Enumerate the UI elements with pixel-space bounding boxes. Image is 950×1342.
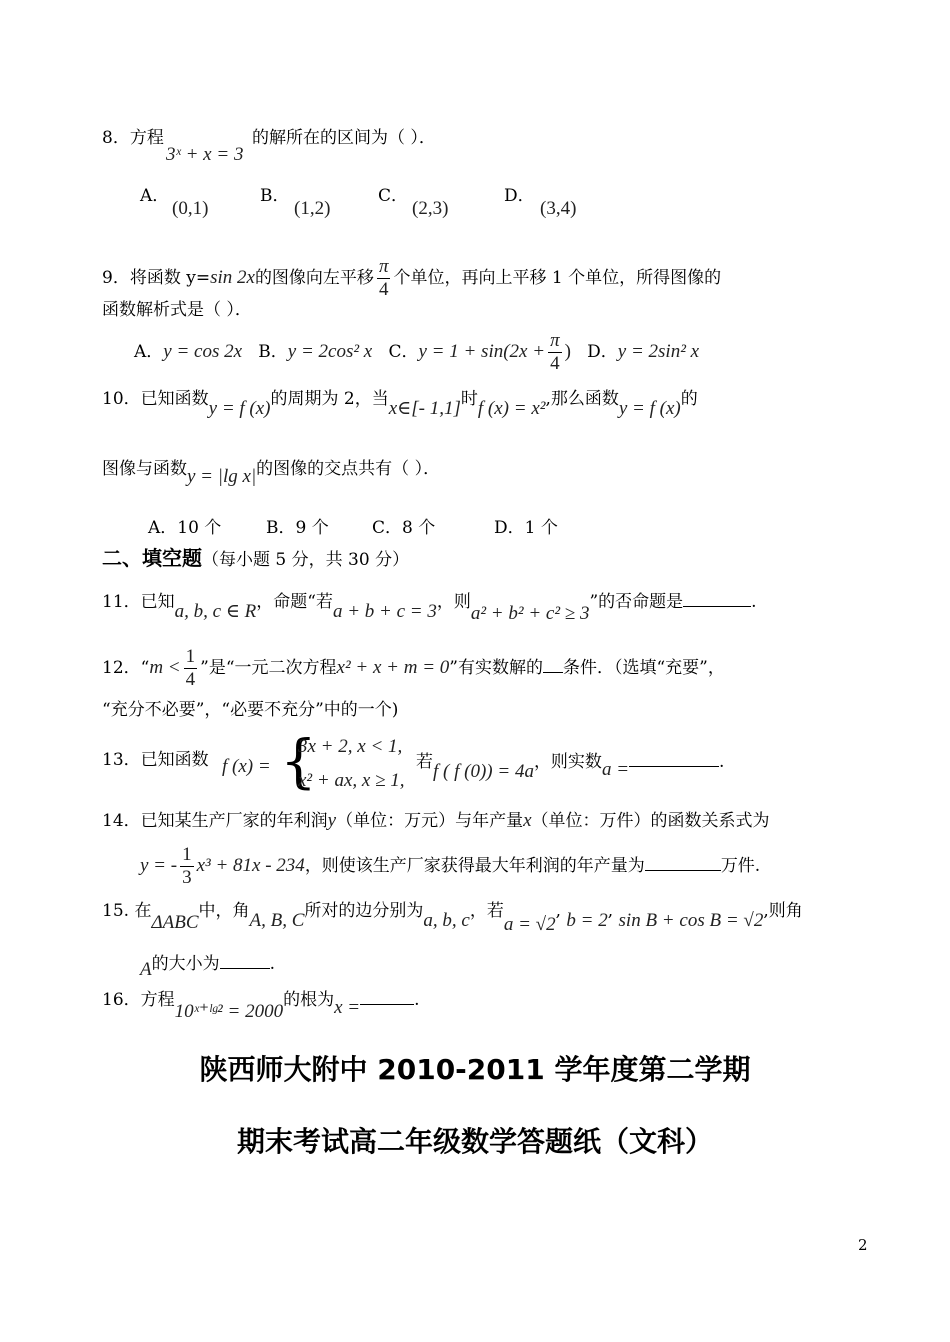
- q8-option-c-value: (2,3): [412, 198, 449, 219]
- q8-equation: 3ˣ + x = 3: [166, 144, 244, 165]
- q14-answer-blank: [645, 854, 721, 871]
- q16-answer-blank: [360, 988, 414, 1005]
- q8-option-a-label: A．: [140, 186, 170, 206]
- q9-line1: 9．将函数 y=sin 2x的图像向左平移 $\frac{\pi}{4}$ 个单位，再向上平移 1 个单位，所得图像的: [102, 256, 722, 300]
- q12-answer-blank: [543, 656, 563, 673]
- q10-option-d: D．1 个: [494, 518, 558, 538]
- q8-option-a-value: (0,1): [172, 198, 209, 219]
- q10-line2: 图像与函数y = |lg x|的图像的交点共有（ ）．: [102, 459, 441, 487]
- q13-fx: f (x) =: [222, 756, 271, 777]
- q8-tail: 的解所在的区间为（ ）．: [252, 128, 436, 148]
- q13-case2: x² + ax, x ≥ 1,: [298, 770, 405, 791]
- q13-case1: 3x + 2, x < 1,: [298, 736, 403, 757]
- q10-option-b: B．9 个: [266, 518, 329, 538]
- q10-option-c: C．8 个: [372, 518, 436, 538]
- q10-line1: 10．已知函数y = f (x)的周期为 2，当x∈[- 1,1]时f (x) = x²,那么函数y = f (x)的: [102, 389, 698, 419]
- answer-sheet-title-line1: 陕西师大附中 2010-2011 学年度第二学期: [199, 1053, 751, 1086]
- q15-line2: A的大小为 .: [140, 954, 276, 980]
- q13-tail: 若f ( f (0)) = 4a，则实数a = .: [416, 752, 725, 782]
- q11-line: 11．已知a, b, c ∈ R，命题“若a + b + c = 3，则a² + b² + c² ≥ 3”的否命题是 .: [102, 592, 757, 624]
- q16-line: 16．方程10ˣ⁺ˡᵍ² = 2000的根为x = .: [102, 990, 420, 1022]
- q8-option-d-label: D．: [504, 186, 535, 206]
- q13-brace: {: [280, 727, 317, 795]
- q9-option-c-fraction: $\frac{\pi}{4}$: [550, 330, 560, 374]
- q8-option-b-label: B．: [260, 186, 290, 206]
- q8-option-d-value: (3,4): [540, 198, 577, 219]
- q10-option-a: A．10 个: [148, 518, 222, 538]
- q15-line1: 15. 在ΔABC中，角A, B, C所对的边分别为a, b, c，若a = √2, b = 2, sin B + cos B = √2,则角: [102, 901, 803, 935]
- q9-fraction: $\frac{\pi}{4}$: [378, 256, 389, 300]
- q14-line1: 14．已知某生产厂家的年利润y（单位：万元）与年产量x（单位：万件）的函数关系式为: [102, 810, 770, 831]
- q9-options: A．y = cos 2x B．y = 2cos² x C．y = 1 + sin(2x + $\frac{\pi}{4}$ ) D．y = 2sin² x: [134, 330, 700, 374]
- q9-line2: 函数解析式是（ ）．: [102, 300, 252, 320]
- q15-answer-blank: [220, 952, 270, 969]
- q13-stem: 13．已知函数: [102, 750, 209, 770]
- q12-fraction: $\frac{1}{4}$: [185, 646, 196, 690]
- q14-line2: y = - $\frac{1}{3}$ x³ + 81x - 234，则使该生产厂家获得最大年利润的年产量为 万件.: [140, 844, 761, 888]
- q8-option-c-label: C．: [378, 186, 409, 206]
- q12-line1: 12．“m < $\frac{1}{4}$ ”是“一元二次方程x² + x + m = 0”有实数解的 条件．（选填“充要”，: [102, 646, 725, 690]
- q8-stem: 8．方程: [102, 128, 164, 148]
- section-heading: 二、填空题（每小题 5 分，共 30 分）: [102, 546, 410, 570]
- page-number: 2: [858, 1236, 868, 1254]
- q11-answer-blank: [683, 590, 751, 607]
- q14-fraction: $\frac{1}{3}$: [182, 844, 192, 888]
- q8-option-b-value: (1,2): [294, 198, 331, 219]
- q12-line2: “充分不必要”，“必要不充分”中的一个): [102, 700, 399, 720]
- q13-answer-blank: [629, 750, 719, 767]
- answer-sheet-title-line2: 期末考试高二年级数学答题纸（文科）: [236, 1125, 713, 1158]
